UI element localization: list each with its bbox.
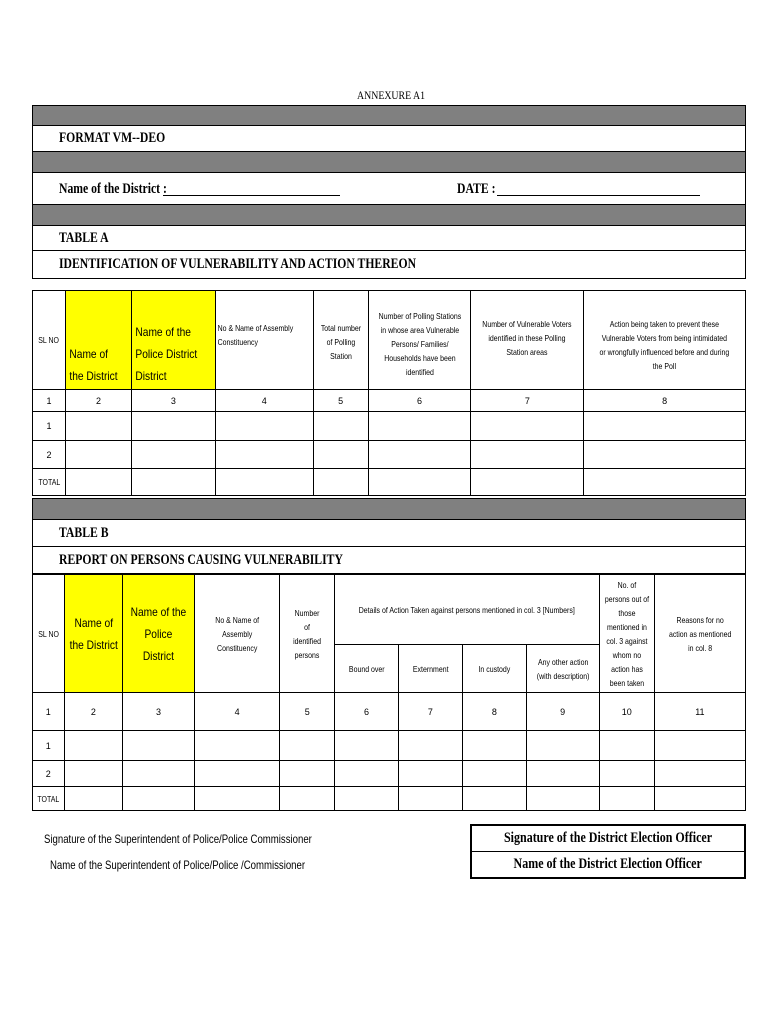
deo-name-label: Name of the District Election Officer bbox=[513, 856, 703, 872]
cell[interactable] bbox=[194, 787, 279, 811]
cell[interactable] bbox=[313, 412, 368, 441]
header-district: Name of the District bbox=[64, 575, 123, 693]
cell[interactable] bbox=[654, 731, 745, 761]
cell[interactable] bbox=[194, 761, 279, 787]
header-reasons: Reasons for no action as mentioned in col. 8 bbox=[654, 575, 745, 693]
cell[interactable] bbox=[463, 761, 526, 787]
col-num: 3 bbox=[123, 693, 195, 731]
cell[interactable] bbox=[131, 412, 215, 441]
header-identified-persons: Number of identified persons bbox=[280, 575, 335, 693]
cell[interactable] bbox=[471, 441, 584, 469]
table-b-title: TABLE B bbox=[59, 525, 109, 541]
header-police-district: Name of the Police District bbox=[123, 575, 195, 693]
cell[interactable] bbox=[584, 441, 746, 469]
district-label: Name of the District : bbox=[59, 181, 167, 197]
table-row bbox=[33, 731, 746, 761]
cell[interactable] bbox=[463, 787, 526, 811]
col-num: 6 bbox=[335, 693, 398, 731]
header-polling-vulnerable: Number of Polling Stations in whose area Vulnerable Persons/ Families/ Households have been identified bbox=[368, 291, 471, 390]
cell[interactable] bbox=[335, 731, 398, 761]
header-bound-over: Bound over bbox=[335, 645, 398, 693]
format-row bbox=[32, 126, 746, 152]
col-num: 4 bbox=[215, 390, 313, 412]
cell[interactable] bbox=[526, 787, 599, 811]
col-num: 1 bbox=[33, 693, 65, 731]
cell[interactable] bbox=[65, 441, 131, 469]
cell[interactable] bbox=[584, 412, 746, 441]
cell[interactable] bbox=[398, 787, 463, 811]
row-label: 1 bbox=[33, 412, 66, 441]
table-row bbox=[33, 412, 746, 441]
sp-signature-label: Signature of the Superintendent of Police/Police Commissioner bbox=[44, 832, 312, 846]
col-num: 5 bbox=[313, 390, 368, 412]
table-a bbox=[32, 290, 746, 496]
header-in-custody: In custody bbox=[463, 645, 526, 693]
table-row bbox=[33, 761, 746, 787]
cell[interactable] bbox=[131, 441, 215, 469]
col-num: 10 bbox=[599, 693, 654, 731]
cell[interactable] bbox=[471, 412, 584, 441]
col-num: 7 bbox=[398, 693, 463, 731]
cell[interactable] bbox=[368, 441, 471, 469]
cell[interactable] bbox=[280, 761, 335, 787]
deo-signature-box bbox=[470, 824, 746, 879]
form-header bbox=[32, 105, 746, 279]
column-number-row bbox=[33, 693, 746, 731]
cell[interactable] bbox=[584, 469, 746, 496]
header-action-details: Details of Action Taken against persons mentioned in col. 3 [Numbers] bbox=[335, 575, 600, 645]
header-district: Name of the District bbox=[65, 291, 131, 390]
cell[interactable] bbox=[64, 731, 123, 761]
col-num: 8 bbox=[584, 390, 746, 412]
cell[interactable] bbox=[123, 787, 195, 811]
gray-band bbox=[32, 498, 746, 520]
table-b-title-row bbox=[32, 520, 746, 547]
cell[interactable] bbox=[123, 761, 195, 787]
cell[interactable] bbox=[64, 761, 123, 787]
cell[interactable] bbox=[368, 412, 471, 441]
cell[interactable] bbox=[215, 441, 313, 469]
cell[interactable] bbox=[335, 761, 398, 787]
table-b-subtitle-row bbox=[32, 547, 746, 574]
table-b-subtitle: REPORT ON PERSONS CAUSING VULNERABILITY bbox=[59, 552, 343, 568]
cell[interactable] bbox=[280, 787, 335, 811]
cell[interactable] bbox=[215, 412, 313, 441]
cell[interactable] bbox=[64, 787, 123, 811]
header-constituency: No & Name of Assembly Constituency bbox=[194, 575, 279, 693]
table-b bbox=[32, 574, 746, 811]
col-num: 2 bbox=[65, 390, 131, 412]
col-num: 6 bbox=[368, 390, 471, 412]
col-num: 9 bbox=[526, 693, 599, 731]
sp-name-label: Name of the Superintendent of Police/Police /Commissioner bbox=[50, 858, 306, 872]
row-label: TOTAL bbox=[33, 787, 65, 811]
col-num: 7 bbox=[471, 390, 584, 412]
cell[interactable] bbox=[599, 761, 654, 787]
cell[interactable] bbox=[65, 412, 131, 441]
gray-band bbox=[32, 152, 746, 173]
header-constituency: No & Name of Assembly Constituency bbox=[215, 291, 313, 390]
table-row-total bbox=[33, 469, 746, 496]
cell[interactable] bbox=[398, 761, 463, 787]
district-field[interactable] bbox=[163, 195, 340, 196]
col-num: 3 bbox=[131, 390, 215, 412]
date-label: DATE : bbox=[457, 181, 496, 197]
column-number-row bbox=[33, 390, 746, 412]
cell[interactable] bbox=[313, 441, 368, 469]
header-action: Action being taken to prevent these Vulnerable Voters from being intimidated or wrongfully influenced before and during the Poll bbox=[584, 291, 746, 390]
cell[interactable] bbox=[131, 469, 215, 496]
row-label: 1 bbox=[33, 731, 65, 761]
gray-band bbox=[32, 205, 746, 226]
col-num: 4 bbox=[194, 693, 279, 731]
col-num: 2 bbox=[64, 693, 123, 731]
table-a-subtitle: IDENTIFICATION OF VULNERABILITY AND ACTION THEREON bbox=[59, 256, 417, 272]
annexure-label: ANNEXURE A1 bbox=[357, 88, 426, 102]
gray-band bbox=[32, 105, 746, 126]
header-other-action: Any other action (with description) bbox=[526, 645, 599, 693]
header-police-district: Name of the Police DistrictDistrict bbox=[131, 291, 215, 390]
cell[interactable] bbox=[654, 761, 745, 787]
cell[interactable] bbox=[215, 469, 313, 496]
cell[interactable] bbox=[526, 731, 599, 761]
header-sl-no: SL NO bbox=[33, 575, 65, 693]
cell[interactable] bbox=[313, 469, 368, 496]
col-num: 11 bbox=[654, 693, 745, 731]
table-a-subtitle-row bbox=[32, 251, 746, 279]
row-label: TOTAL bbox=[33, 469, 66, 496]
cell[interactable] bbox=[654, 787, 745, 811]
cell[interactable] bbox=[65, 469, 131, 496]
date-field[interactable] bbox=[497, 195, 700, 196]
cell[interactable] bbox=[471, 469, 584, 496]
col-num: 5 bbox=[280, 693, 335, 731]
district-date-row bbox=[32, 173, 746, 205]
cell[interactable] bbox=[599, 787, 654, 811]
header-externment: Externment bbox=[398, 645, 463, 693]
row-label: 2 bbox=[33, 761, 65, 787]
row-label: 2 bbox=[33, 441, 66, 469]
cell[interactable] bbox=[368, 469, 471, 496]
cell[interactable] bbox=[194, 731, 279, 761]
table-row bbox=[33, 441, 746, 469]
col-num: 1 bbox=[33, 390, 66, 412]
deo-signature-label: Signature of the District Election Officer bbox=[472, 826, 744, 852]
cell[interactable] bbox=[463, 731, 526, 761]
cell[interactable] bbox=[335, 787, 398, 811]
cell[interactable] bbox=[526, 761, 599, 787]
cell[interactable] bbox=[599, 731, 654, 761]
cell[interactable] bbox=[398, 731, 463, 761]
table-b-header bbox=[32, 498, 746, 574]
cell[interactable] bbox=[280, 731, 335, 761]
table-row-total bbox=[33, 787, 746, 811]
table-a-title: TABLE A bbox=[59, 230, 109, 246]
col-num: 8 bbox=[463, 693, 526, 731]
header-sl-no: SL NO bbox=[33, 291, 66, 390]
header-total-polling: Total number of Polling Station bbox=[313, 291, 368, 390]
format-title: FORMAT VM--DEO bbox=[59, 130, 166, 146]
header-no-action: No. of persons out of those mentioned in col. 3 against whom no action has been taken bbox=[599, 575, 654, 693]
table-a-title-row bbox=[32, 226, 746, 251]
header-vulnerable-voters: Number of Vulnerable Voters identified in these Polling Station areas bbox=[471, 291, 584, 390]
cell[interactable] bbox=[123, 731, 195, 761]
